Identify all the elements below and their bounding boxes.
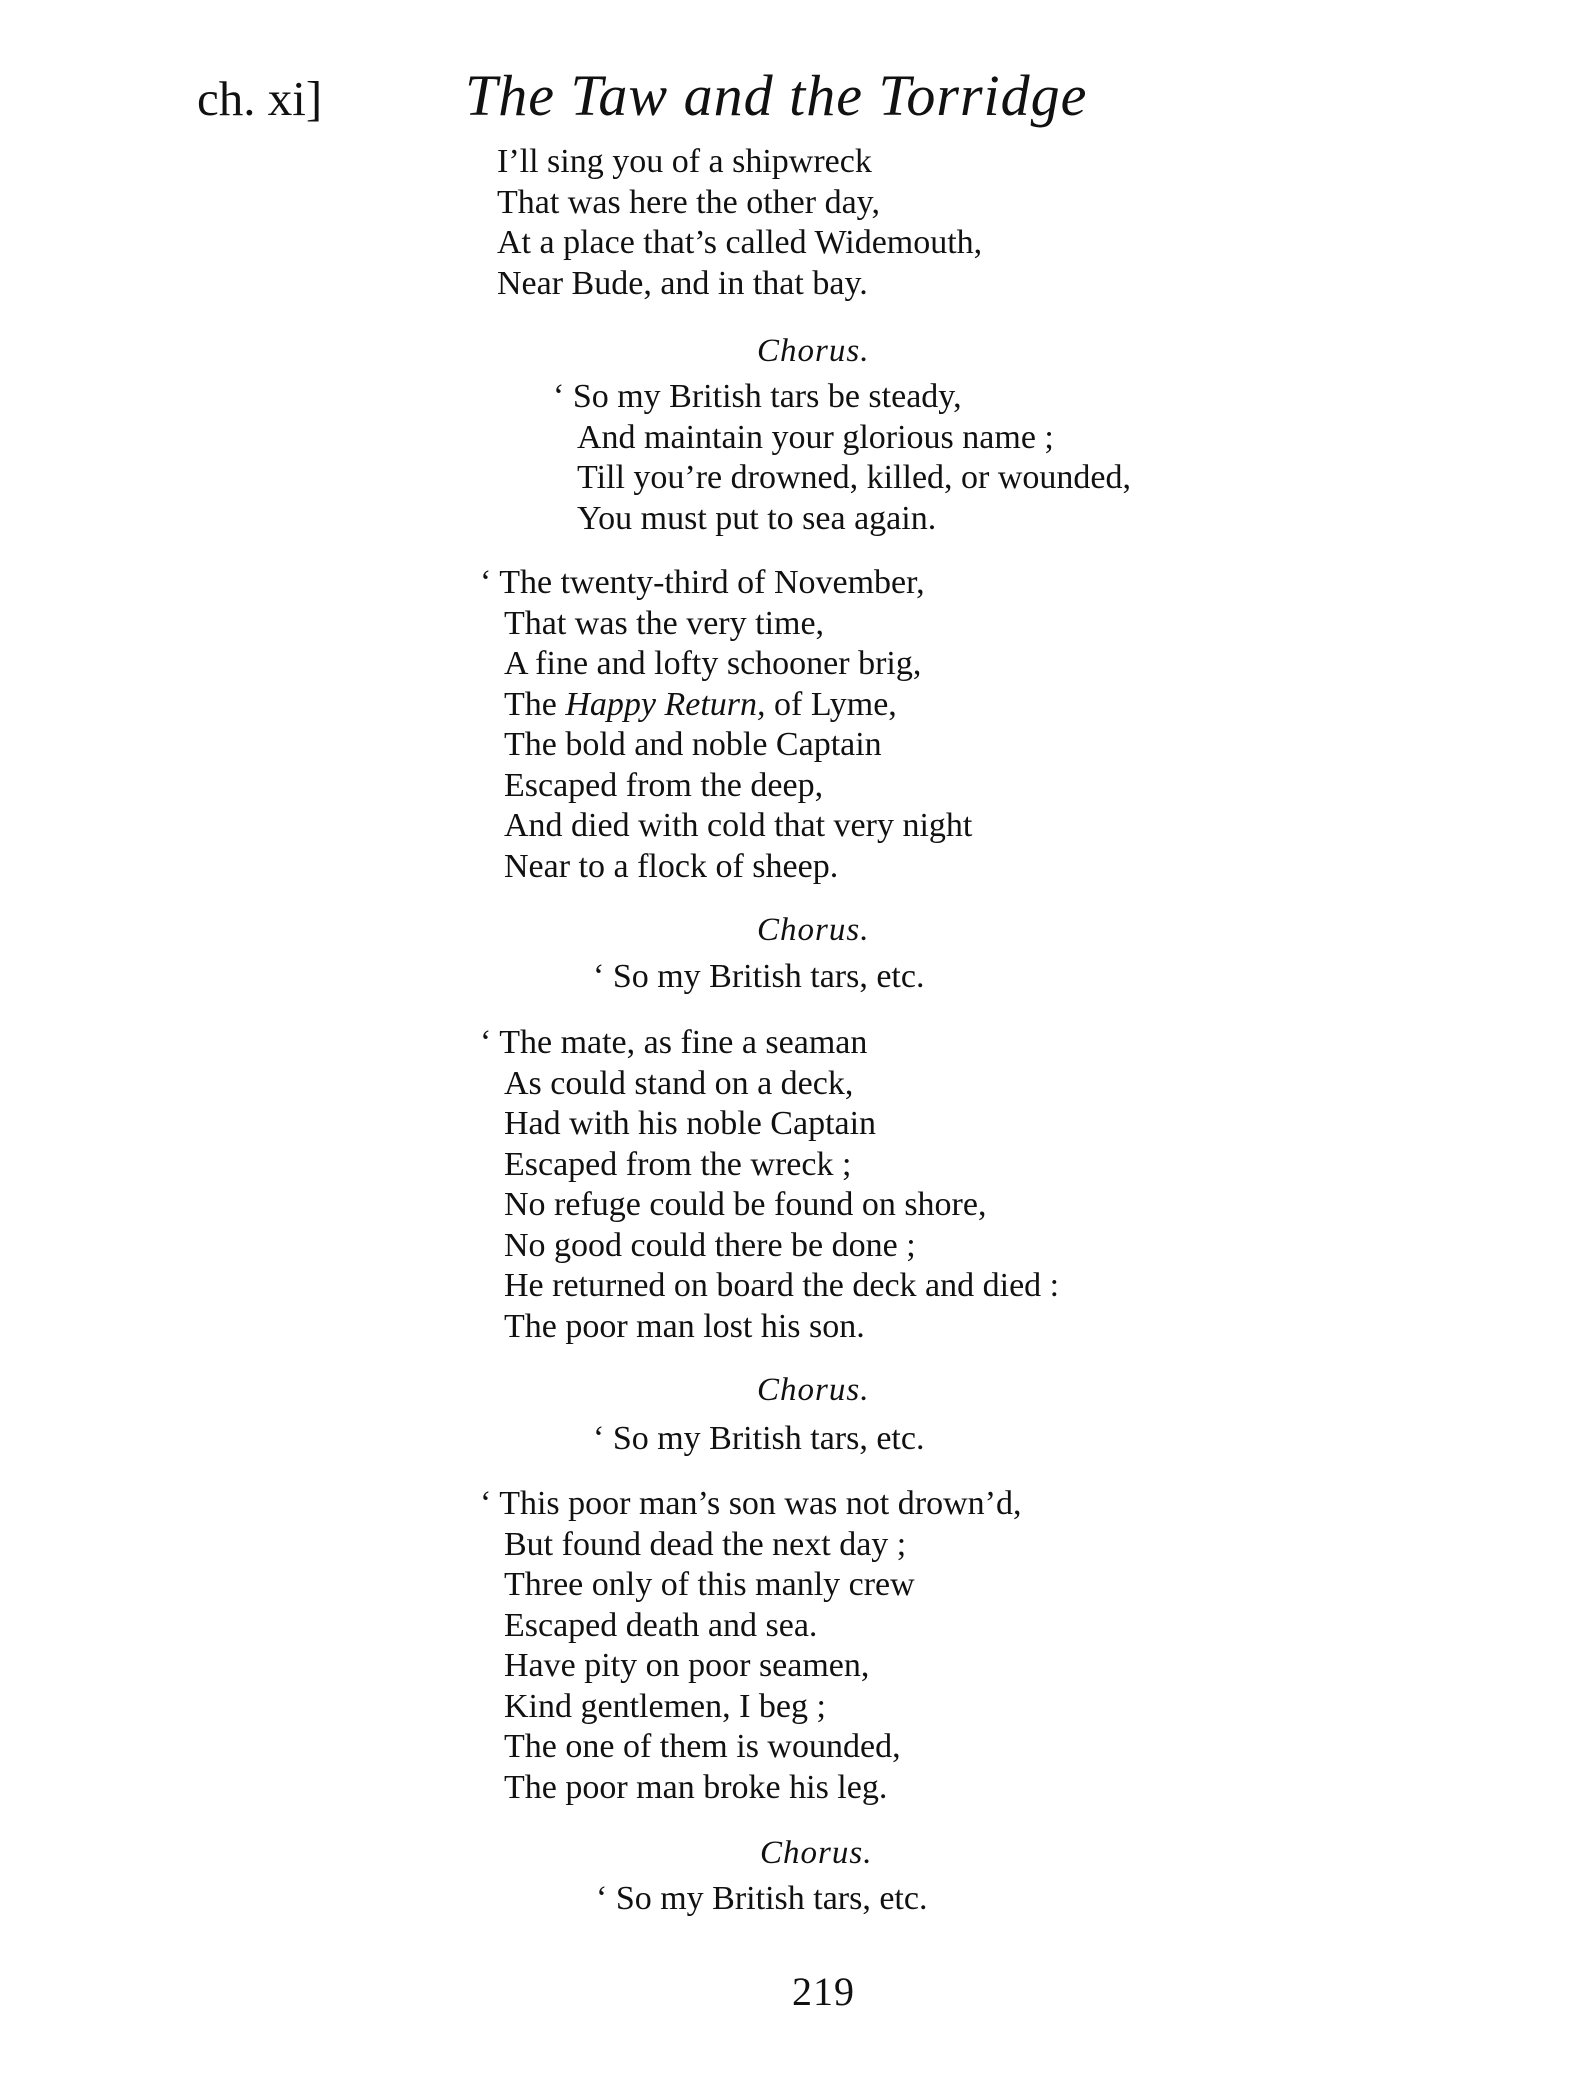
verse-line-start: The: [504, 685, 566, 723]
verse-line: At a place that’s called Widemouth,: [497, 224, 983, 261]
verse-3: [480, 1023, 1059, 1347]
chorus-reference: ‘ So my British tars, etc.: [593, 958, 925, 995]
verse-line: Kind gentlemen, I beg ;: [504, 1687, 826, 1725]
chorus-line: ‘ So my British tars be steady,: [553, 378, 962, 415]
chorus-reference: ‘ So my British tars, etc.: [593, 1420, 925, 1457]
chorus-reference: ‘ So my British tars, etc.: [596, 1880, 928, 1917]
verse-line: That was the very time,: [504, 604, 825, 642]
verse-line: He returned on board the deck and died :: [504, 1267, 1060, 1304]
verse-line: No good could there be done ;: [504, 1226, 916, 1264]
verse-line: The bold and noble Captain: [504, 726, 882, 763]
verse-line: The poor man lost his son.: [504, 1307, 865, 1345]
verse-line: [480, 685, 972, 726]
chapter-reference: ch. xi]: [197, 71, 323, 126]
verse-line: Escaped from the wreck ;: [504, 1145, 852, 1183]
verse-line-end: of Lyme,: [765, 685, 897, 723]
verse-line: I’ll sing you of a shipwreck: [497, 143, 872, 180]
chorus-line: Till you’re drowned, killed, or wounded,: [577, 459, 1132, 496]
verse-line: Near Bude, and in that bay.: [497, 264, 868, 302]
page-number: 219: [792, 1969, 855, 2014]
verse-line: A fine and lofty schooner brig,: [504, 645, 922, 682]
verse-line: ‘ The mate, as fine a seaman: [480, 1024, 868, 1061]
verse-2: [480, 563, 972, 887]
chorus-label: Chorus.: [757, 912, 870, 948]
verse-line: The poor man broke his leg.: [504, 1768, 888, 1806]
chorus-line: And maintain your glorious name ;: [577, 418, 1054, 456]
verse-line: ‘ This poor man’s son was not drown’d,: [480, 1485, 1022, 1522]
verse-line: But found dead the next day ;: [504, 1525, 907, 1563]
opening-verse: [497, 142, 982, 304]
verse-line: The one of them is wounded,: [504, 1728, 901, 1765]
verse-line: No refuge could be found on shore,: [504, 1186, 987, 1223]
verse-line: Escaped death and sea.: [504, 1606, 818, 1644]
chorus-verse: [553, 377, 1131, 539]
chorus-label: Chorus.: [760, 1835, 873, 1871]
running-head: [0, 62, 1577, 142]
verse-line: Have pity on poor seamen,: [504, 1647, 870, 1684]
chorus-label: Chorus.: [757, 333, 870, 369]
verse-line: Near to a flock of sheep.: [504, 847, 839, 885]
ship-name: Happy Return,: [565, 685, 766, 723]
verse-line: Three only of this manly crew: [504, 1566, 915, 1603]
verse-line: Had with his noble Captain: [504, 1105, 877, 1142]
verse-line: And died with cold that very night: [504, 807, 973, 844]
chorus-line: You must put to sea again.: [577, 499, 937, 537]
verse-line: As could stand on a deck,: [504, 1064, 854, 1102]
verse-line: ‘ The twenty-third of November,: [480, 564, 925, 601]
verse-line: That was here the other day,: [497, 183, 880, 221]
chorus-label: Chorus.: [757, 1372, 870, 1408]
verse-line: Escaped from the deep,: [504, 766, 824, 804]
verse-4: [480, 1484, 1021, 1808]
running-title: The Taw and the Torridge: [465, 63, 1088, 128]
